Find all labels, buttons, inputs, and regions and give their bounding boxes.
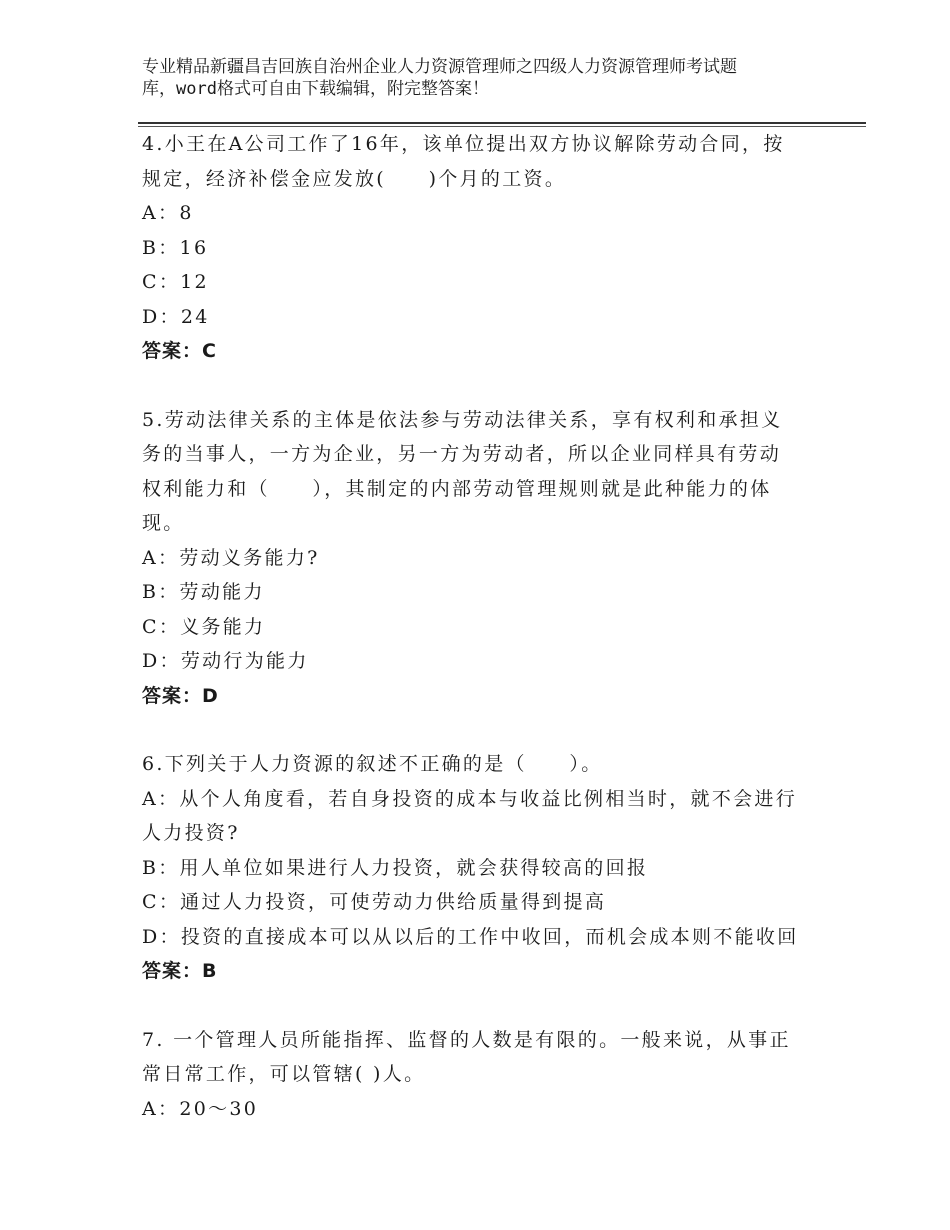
option-b: B：用人单位如果进行人力投资，就会获得较高的回报 [142,856,649,879]
question-block-5 [142,403,822,714]
answer-label: 答案：B [142,960,218,982]
question-list [142,127,822,1126]
question-text-line: 权利能力和（ ），其制定的内部劳动管理规则就是此种能力的体 [142,477,772,500]
question-spacer [142,989,822,1023]
question-spacer [142,713,822,747]
option-b: B：16 [142,236,209,259]
option-a: A：8 [142,202,194,224]
question-text-line: 5.劳动法律关系的主体是依法参与劳动法律关系，享有权利和承担义 [142,408,783,431]
question-text-line: 7. 一个管理人员所能指挥、监督的人数是有限的。一般来说，从事正 [142,1028,791,1051]
question-text-line: 现。 [142,512,185,534]
option-b: B：劳动能力 [142,581,265,603]
question-text-line: 6.下列关于人力资源的叙述不正确的是（ ）。 [142,753,603,775]
question-text-line: 务的当事人，一方为企业，另一方为劳动者，所以企业同样具有劳动 [142,443,782,465]
header-line-1: 专业精品新疆昌吉回族自治州企业人力资源管理师之四级人力资源管理师考试题 [142,57,737,77]
question-block-6 [142,747,822,989]
option-c: C：12 [142,271,209,293]
option-a: A：劳动义务能力? [142,546,320,569]
question-text-line: 4.小王在A公司工作了16年，该单位提出双方协议解除劳动合同，按 [142,133,785,155]
question-spacer [142,369,822,403]
question-block-4 [142,127,822,369]
answer-label: 答案：D [142,684,219,707]
option-d: D：投资的直接成本可以从以后的工作中收回，而机会成本则不能收回 [142,925,799,948]
option-a: A：从个人角度看，若自身投资的成本与收益比例相当时，就不会进行 [142,787,798,810]
option-c: C：义务能力 [142,615,266,638]
header-line-2: 库，word格式可自由下载编辑，附完整答案！ [142,79,489,99]
document-header [142,56,862,100]
option-a: A：20～30 [142,1097,259,1120]
option-a-continued: 人力投资? [142,822,240,844]
answer-label: 答案：C [142,340,217,362]
question-text-line: 规定，经济补偿金应发放( )个月的工资。 [142,167,567,190]
option-d: D：劳动行为能力 [142,650,309,672]
option-c: C：通过人力投资，可使劳动力供给质量得到提高 [142,891,607,913]
header-divider-thick [138,122,866,124]
option-d: D：24 [142,305,210,328]
question-text-line: 常日常工作，可以管辖( )人。 [142,1063,426,1085]
question-block-7 [142,1023,822,1127]
